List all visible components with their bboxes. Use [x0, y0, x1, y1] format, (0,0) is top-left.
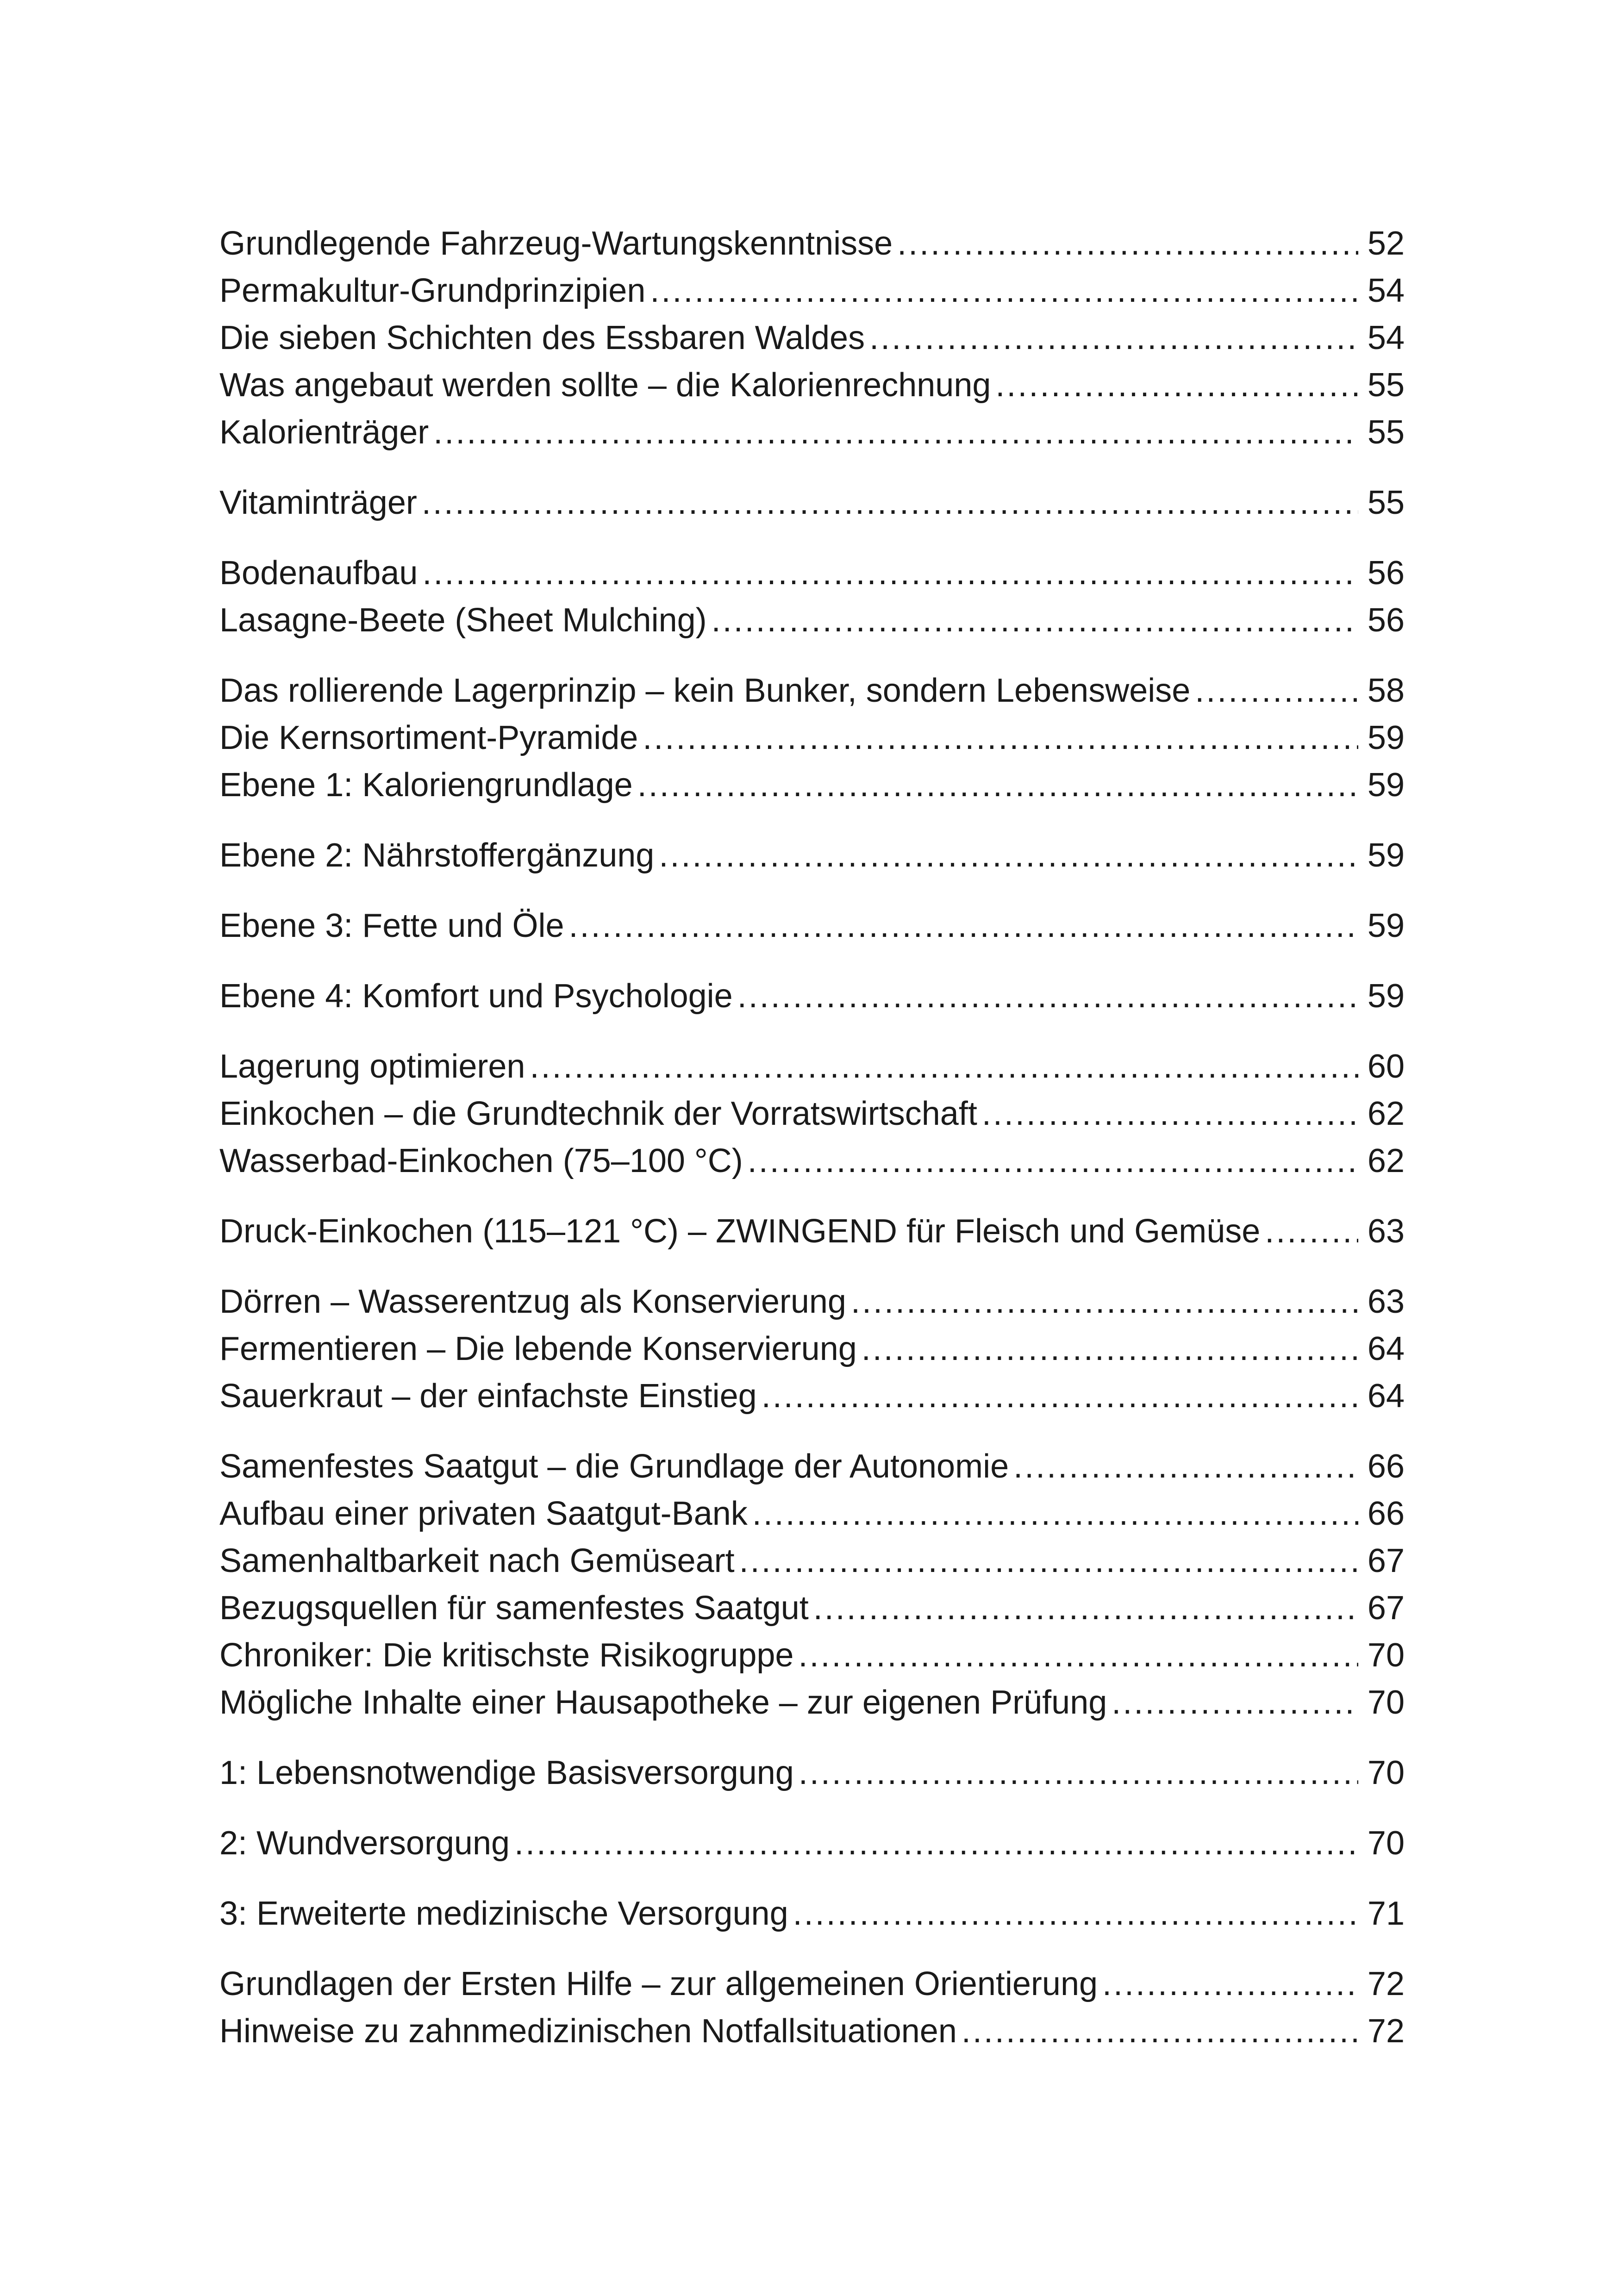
toc-entry-title: Permakultur-Grundprinzipien	[219, 272, 646, 309]
toc-entry[interactable]	[219, 1890, 1405, 1937]
toc-entry-page: 55	[1367, 484, 1405, 521]
toc-entry[interactable]	[219, 314, 1405, 362]
toc-leader-dots	[1013, 1443, 1358, 1490]
toc-leader-dots	[1112, 1679, 1358, 1726]
toc-leader-dots	[752, 1490, 1358, 1537]
toc-entry[interactable]	[219, 714, 1405, 761]
toc-entry[interactable]	[219, 1537, 1405, 1584]
toc-entry[interactable]	[219, 479, 1405, 526]
toc-leader-dots	[530, 1043, 1358, 1090]
toc-entry[interactable]	[219, 1043, 1405, 1090]
toc-entry-title: Einkochen – die Grundtechnik der Vorratswirtschaft	[219, 1095, 977, 1132]
toc-entry[interactable]	[219, 1325, 1405, 1372]
toc-leader-dots	[712, 597, 1358, 644]
toc-entry-page: 62	[1367, 1095, 1405, 1132]
toc-entry[interactable]	[219, 409, 1405, 456]
toc-entry-title: Bodenaufbau	[219, 555, 418, 592]
toc-entry-page: 66	[1367, 1495, 1405, 1532]
toc-entry-title: 2: Wundversorgung	[219, 1825, 510, 1862]
toc-leader-dots	[739, 1537, 1358, 1584]
toc-entry[interactable]	[219, 220, 1405, 267]
toc-entry-page: 70	[1367, 1825, 1405, 1862]
toc-entry-title: Sauerkraut – der einfachste Einstieg	[219, 1378, 757, 1415]
toc-entry[interactable]	[219, 1208, 1405, 1255]
toc-entry-page: 66	[1367, 1448, 1405, 1485]
toc-leader-dots	[813, 1584, 1358, 1632]
toc-entry-title: Ebene 2: Nährstoffergänzung	[219, 837, 655, 874]
toc-entry-page: 52	[1367, 225, 1405, 262]
toc-entry-page: 55	[1367, 367, 1405, 404]
toc-entry-page: 70	[1367, 1684, 1405, 1721]
toc-entry[interactable]	[219, 597, 1405, 644]
toc-entry[interactable]	[219, 1632, 1405, 1679]
toc-entry[interactable]	[219, 1278, 1405, 1325]
toc-leader-dots	[1195, 667, 1358, 714]
toc-entry[interactable]	[219, 1372, 1405, 1420]
toc-entry-title: Grundlagen der Ersten Hilfe – zur allgemeinen Orientierung	[219, 1965, 1098, 2002]
toc-leader-dots	[569, 902, 1358, 949]
toc-leader-dots	[748, 1137, 1358, 1185]
toc-entry-title: Das rollierende Lagerprinzip – kein Bunker, sondern Lebensweise	[219, 672, 1191, 709]
toc-entry-title: Ebene 3: Fette und Öle	[219, 907, 564, 944]
toc-entry-page: 56	[1367, 602, 1405, 639]
toc-entry[interactable]	[219, 902, 1405, 949]
toc-leader-dots	[659, 832, 1358, 879]
toc-leader-dots	[862, 1325, 1358, 1372]
toc-entry-page: 63	[1367, 1213, 1405, 1250]
toc-entry-title: Grundlegende Fahrzeug-Wartungskenntnisse	[219, 225, 893, 262]
toc-entry-page: 60	[1367, 1048, 1405, 1085]
toc-entry[interactable]	[219, 832, 1405, 879]
toc-entry[interactable]	[219, 761, 1405, 809]
toc-entry-title: Die sieben Schichten des Essbaren Waldes	[219, 319, 865, 356]
toc-leader-dots	[422, 479, 1358, 526]
toc-entry[interactable]	[219, 549, 1405, 597]
toc-entry-page: 64	[1367, 1330, 1405, 1367]
toc-leader-dots	[799, 1749, 1358, 1796]
toc-entry-page: 72	[1367, 1965, 1405, 2002]
toc-entry[interactable]	[219, 1820, 1405, 1867]
toc-leader-dots	[1265, 1208, 1358, 1255]
toc-entry[interactable]	[219, 1960, 1405, 2008]
toc-leader-dots	[643, 714, 1358, 761]
toc-leader-dots	[982, 1090, 1358, 1137]
toc-entry-title: Chroniker: Die kritischste Risikogruppe	[219, 1637, 794, 1674]
toc-entry-title: Aufbau einer privaten Saatgut-Bank	[219, 1495, 748, 1532]
toc-entry-page: 59	[1367, 719, 1405, 756]
toc-leader-dots	[514, 1820, 1358, 1867]
toc-leader-dots	[1102, 1960, 1358, 2008]
toc-entry[interactable]	[219, 667, 1405, 714]
toc-entry-title: Lasagne-Beete (Sheet Mulching)	[219, 602, 707, 639]
toc-entry-page: 67	[1367, 1542, 1405, 1579]
toc-leader-dots	[851, 1278, 1358, 1325]
toc-entry-title: Die Kernsortiment-Pyramide	[219, 719, 638, 756]
toc-leader-dots	[762, 1372, 1358, 1420]
toc-entry-page: 58	[1367, 672, 1405, 709]
toc-entry[interactable]	[219, 362, 1405, 409]
toc-entry-page: 59	[1367, 767, 1405, 804]
toc-entry[interactable]	[219, 973, 1405, 1020]
toc-entry-page: 59	[1367, 978, 1405, 1015]
toc-entry-title: Vitaminträger	[219, 484, 417, 521]
toc-entry[interactable]	[219, 1090, 1405, 1137]
toc-entry-page: 70	[1367, 1637, 1405, 1674]
toc-entry[interactable]	[219, 1679, 1405, 1726]
toc-entry-page: 54	[1367, 272, 1405, 309]
toc-entry-page: 67	[1367, 1590, 1405, 1627]
toc-leader-dots	[637, 761, 1358, 809]
toc-entry-title: Mögliche Inhalte einer Hausapotheke – zur eigenen Prüfung	[219, 1684, 1107, 1721]
toc-entry[interactable]	[219, 1443, 1405, 1490]
toc-leader-dots	[897, 220, 1358, 267]
toc-entry-page: 70	[1367, 1754, 1405, 1791]
toc-leader-dots	[793, 1890, 1358, 1937]
toc-entry-title: 3: Erweiterte medizinische Versorgung	[219, 1895, 788, 1932]
toc-leader-dots	[433, 409, 1358, 456]
toc-entry-title: Druck-Einkochen (115–121 °C) – ZWINGEND für Fleisch und Gemüse	[219, 1213, 1261, 1250]
toc-entry-title: Kalorienträger	[219, 414, 429, 451]
toc-entry-page: 54	[1367, 319, 1405, 356]
toc-entry-title: Ebene 4: Komfort und Psychologie	[219, 978, 733, 1015]
toc-leader-dots	[995, 362, 1358, 409]
toc-leader-dots	[422, 549, 1358, 597]
toc-entry-page: 55	[1367, 414, 1405, 451]
toc-entry-title: Dörren – Wasserentzug als Konservierung	[219, 1283, 846, 1320]
toc-entry-title: Hinweise zu zahnmedizinischen Notfallsituationen	[219, 2013, 957, 2050]
toc-entry-title: 1: Lebensnotwendige Basisversorgung	[219, 1754, 794, 1791]
toc-entry[interactable]	[219, 1749, 1405, 1796]
toc-entry-page: 72	[1367, 2013, 1405, 2050]
toc-entry[interactable]	[219, 1584, 1405, 1632]
toc-leader-dots	[869, 314, 1358, 362]
toc-leader-dots	[798, 1632, 1358, 1679]
toc-entry-title: Samenfestes Saatgut – die Grundlage der Autonomie	[219, 1448, 1009, 1485]
toc-entry[interactable]	[219, 1137, 1405, 1185]
toc-entry-page: 59	[1367, 837, 1405, 874]
toc-leader-dots	[962, 2008, 1358, 2055]
toc-entry-page: 59	[1367, 907, 1405, 944]
table-of-contents	[219, 220, 1405, 2055]
toc-entry-title: Wasserbad-Einkochen (75–100 °C)	[219, 1142, 743, 1179]
toc-entry-page: 56	[1367, 555, 1405, 592]
toc-entry-title: Bezugsquellen für samenfestes Saatgut	[219, 1590, 809, 1627]
toc-entry-page: 71	[1367, 1895, 1405, 1932]
toc-entry[interactable]	[219, 2008, 1405, 2055]
toc-entry-title: Fermentieren – Die lebende Konservierung	[219, 1330, 857, 1367]
toc-entry-page: 63	[1367, 1283, 1405, 1320]
toc-entry[interactable]	[219, 267, 1405, 314]
toc-leader-dots	[737, 973, 1358, 1020]
toc-entry-title: Ebene 1: Kaloriengrundlage	[219, 767, 633, 804]
toc-entry-page: 62	[1367, 1142, 1405, 1179]
toc-entry-title: Was angebaut werden sollte – die Kalorienrechnung	[219, 367, 991, 404]
toc-entry-title: Samenhaltbarkeit nach Gemüseart	[219, 1542, 735, 1579]
toc-entry-title: Lagerung optimieren	[219, 1048, 525, 1085]
toc-entry-page: 64	[1367, 1378, 1405, 1415]
toc-entry[interactable]	[219, 1490, 1405, 1537]
toc-leader-dots	[650, 267, 1358, 314]
